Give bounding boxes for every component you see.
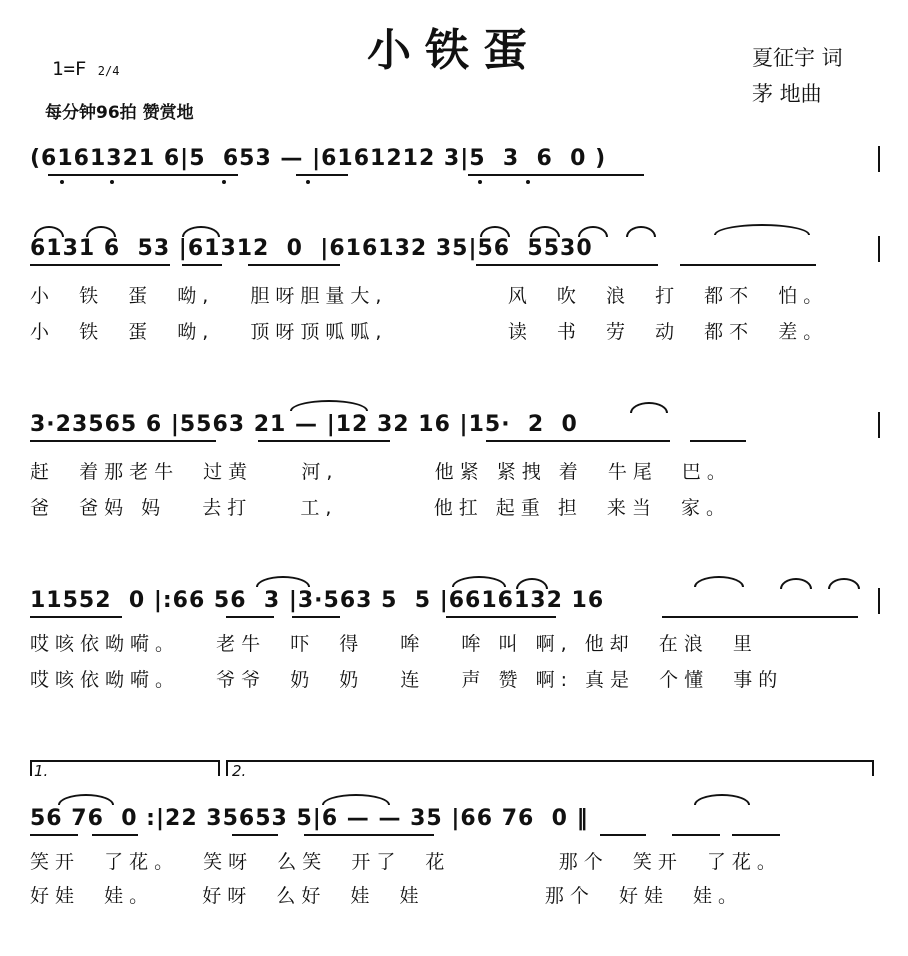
notation-row-3: 3·23565 6 |5563 21 — |12 32 16 |15· 2 0 [30, 412, 578, 437]
beam-line [662, 616, 858, 618]
slur [58, 794, 114, 805]
low-octave-dot [306, 180, 310, 184]
slur [34, 226, 64, 237]
lyric-row-5-verse-1: 笑开 了花。 笑呀 么笑 开了 花 那个 笑开 了花。 [30, 851, 782, 873]
slur [780, 578, 812, 589]
barline [878, 588, 880, 614]
slur [480, 226, 510, 237]
slur [626, 226, 656, 237]
volta-end [218, 760, 220, 776]
slur [86, 226, 116, 237]
second-ending-label: 2. [232, 762, 247, 780]
slur [578, 226, 608, 237]
beam-line [446, 616, 556, 618]
slur [290, 400, 368, 411]
notation-row-4: 11552 0 |:66 56 3 |3·563 5 5 |6616132 16 [30, 588, 605, 613]
beam-line [258, 440, 390, 442]
low-octave-dot [110, 180, 114, 184]
slur [182, 226, 220, 237]
beam-line [732, 834, 780, 836]
slur [694, 576, 744, 587]
composer-credit: 茅 地曲 [752, 82, 822, 106]
lyric-row-3-verse-1: 赶 着那老牛 过黄 河, 他紧 紧拽 着 牛尾 巴。 [30, 461, 732, 483]
beam-line [30, 834, 78, 836]
beam-line [92, 834, 138, 836]
slur [694, 794, 750, 805]
beam-line [226, 616, 274, 618]
beam-line [296, 174, 348, 176]
slur [256, 576, 310, 587]
beam-line [680, 264, 816, 266]
second-ending-bracket [226, 760, 874, 776]
tempo-marking: 每分钟96拍 赞赏地 [45, 103, 194, 123]
notation-row-1: (6161321 6|5 653 — |6161212 3|5 3 6 0 ) [30, 146, 607, 171]
beam-line [600, 834, 646, 836]
low-octave-dot [478, 180, 482, 184]
beam-line [30, 264, 170, 266]
lyricist-credit: 夏征宇 词 [752, 46, 843, 70]
volta-end [872, 760, 874, 776]
low-octave-dot [222, 180, 226, 184]
beam-line [476, 264, 658, 266]
low-octave-dot [60, 180, 64, 184]
beam-line [48, 174, 238, 176]
lyric-row-4-verse-1: 哎咳依呦嗬。 老牛 吓 得 哞 哞 叫 啊, 他却 在浪 里 [30, 633, 758, 655]
slur [630, 402, 668, 413]
beam-line [232, 834, 278, 836]
slur [828, 578, 860, 589]
beam-line [486, 440, 670, 442]
beam-line [468, 174, 644, 176]
key-signature [52, 58, 119, 80]
beam-line [30, 440, 216, 442]
beam-line [672, 834, 720, 836]
beam-line [248, 264, 340, 266]
beam-line [690, 440, 746, 442]
notation-row-2: 6131 6 53 |61312 0 |616132 35|56 5530 [30, 236, 593, 261]
barline [878, 236, 880, 262]
slur [516, 578, 548, 589]
slur [530, 226, 560, 237]
notation-row-5: 56 76 0 :|22 35653 5|6 — — 35 |66 76 0 ‖ [30, 806, 589, 831]
lyric-row-2-verse-1: 小 铁 蛋 呦, 胆呀胆量大, 风 吹 浪 打 都不 怕。 [30, 285, 829, 307]
first-ending-bracket [30, 760, 220, 776]
beam-line [304, 834, 434, 836]
lyric-row-4-verse-2: 哎咳依呦嗬。 爷爷 奶 奶 连 声 赞 啊: 真是 个懂 事的 [30, 669, 784, 691]
beam-line [182, 264, 222, 266]
slur [322, 794, 390, 805]
low-octave-dot [526, 180, 530, 184]
song-title: 小铁蛋 [367, 25, 541, 76]
time-signature: 2/4 [97, 64, 120, 78]
beam-line [30, 616, 122, 618]
slur [714, 224, 810, 235]
key-value: 1=F [52, 58, 87, 80]
barline [878, 146, 880, 172]
slur [452, 576, 506, 587]
lyric-row-5-verse-2: 好娃 娃。 好呀 么好 娃 娃 那个 好娃 娃。 [30, 885, 744, 907]
lyric-row-2-verse-2: 小 铁 蛋 呦, 顶呀顶呱呱, 读 书 劳 动 都不 差。 [30, 321, 829, 343]
lyric-row-3-verse-2: 爸 爸妈 妈 去打 工, 他扛 起重 担 来当 家。 [30, 497, 731, 519]
barline [878, 412, 880, 438]
beam-line [292, 616, 340, 618]
first-ending-label: 1. [34, 762, 49, 780]
